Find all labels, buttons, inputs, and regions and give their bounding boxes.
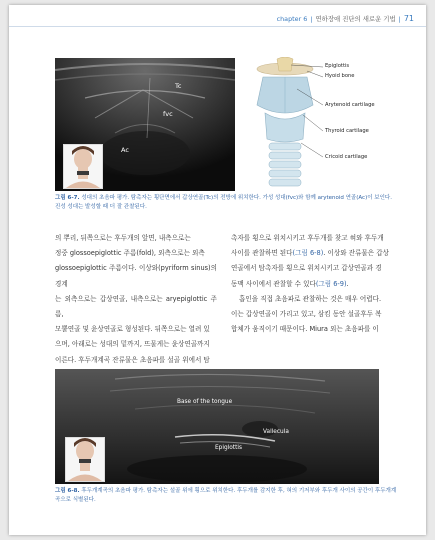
text-line: 의 뿌리, 뒤쪽으로는 후두개의 앞면, 내측으로는 xyxy=(55,234,191,242)
caption-number: 그림 6-7. xyxy=(55,195,80,201)
body-text-right xyxy=(231,231,397,337)
text-line: 모뿔연골 및 윤상연골로 형성된다. 뒤쪽으로는 열려 있 xyxy=(55,325,210,334)
label-ac: Ac xyxy=(121,146,129,154)
figure-6-7-caption xyxy=(55,194,397,211)
text-line: 촉자를 횡으로 위치시키고 후두개를 찾고 혀와 후두개 xyxy=(231,234,384,242)
figure-reference-6-9[interactable]: (그림 6-9) xyxy=(315,279,347,288)
figure-reference-6-8[interactable]: (그림 6-8) xyxy=(292,249,324,258)
text-line xyxy=(231,277,397,292)
text-line: 정중 glossoepiglottic 주름(fold), 외측으로는 외측 xyxy=(55,249,205,258)
label-vallecula: Vallecula xyxy=(263,429,289,435)
text-fragment: 사이를 관찰하면 된다 xyxy=(231,249,293,258)
book-page xyxy=(9,5,426,535)
text-line xyxy=(231,246,397,261)
label-fvc: fvc xyxy=(163,110,173,118)
text-line: 연골에서 탐촉자를 횡으로 위치시키고 갑상연골과 경 xyxy=(231,264,382,273)
caption-text: 성대의 초음파 평가. 탐촉자는 횡단면에서 갑상연골(Tc)의 전방에 위치한다. 가성 성대(fvc)와 함께 arytenoid 연골(Ac)이 보인다. 진성 성대는 발성할 때 더 잘 관찰된다. xyxy=(55,195,392,210)
label-hyoid-bone: Hyoid bone xyxy=(325,73,355,79)
label-epiglottis: Epiglottis xyxy=(215,445,242,451)
chapter-title: 연하장애 진단의 새로운 기법 xyxy=(315,15,396,23)
caption-text: 후두개계곡의 초음파 평가. 탐촉자는 설골 위에 횡으로 위치한다. 후두개를 감지한 후, 혀의 기저부와 후두개 사이의 공간이 후두개계곡으로 식별된다. xyxy=(55,488,397,503)
text-line: 는 외측으로는 갑상연골, 내측으로는 aryepiglottic 주름, xyxy=(55,294,217,319)
label-arytenoid-cartilage: Arytenoid cartilage xyxy=(325,102,375,108)
running-header: chapter 6 | 연하장애 진단의 새로운 기법 | 71 xyxy=(276,14,414,23)
figure-6-8-caption xyxy=(55,487,397,504)
label-base-of-tongue: Base of the tongue xyxy=(177,399,233,405)
label-thyroid-cartilage: Thyroid cartilage xyxy=(325,128,369,134)
label-cricoid-cartilage: Cricoid cartilage xyxy=(325,154,368,160)
probe-position-inset xyxy=(63,144,103,189)
caption-number: 그림 6-8. xyxy=(55,488,80,494)
header-rule xyxy=(9,26,426,27)
text-fragment: 동맥 사이에서 관찰할 수 있다 xyxy=(231,279,316,288)
laryngeal-anatomy-illustration xyxy=(245,57,395,193)
text-fragment: . 이상와 잔류물은 갑상 xyxy=(323,249,389,258)
page-number: 71 xyxy=(403,14,414,23)
text-line: 합체가 움직이기 때문이다. Miura 외는 초음파를 이 xyxy=(231,325,379,334)
probe-position-inset xyxy=(65,437,105,482)
ultrasound-image-vallecula xyxy=(55,369,379,484)
text-line: 으며, 아래로는 성대의 밑까지, 뜨물게는 윤상연골까지 xyxy=(55,340,210,349)
body-text-left xyxy=(55,231,217,368)
text-line: 흡인을 직접 초음파로 관찰하는 것은 매우 어렵다. xyxy=(239,294,382,303)
label-tc: Tc xyxy=(175,82,182,90)
chapter-label: chapter 6 xyxy=(276,15,308,23)
ultrasound-image-vocal-folds xyxy=(55,58,235,191)
label-epiglottis: Epiglottis xyxy=(325,63,350,69)
text-line: glossoepiglottic 주름이다. 이상와(pyriform sinus)의 경계 xyxy=(55,264,217,288)
text-line: 이는 갑상연골이 가리고 있고, 삼킴 동안 설골후두 복 xyxy=(231,310,382,319)
text-line: 이른다. 후두개계곡 잔류물은 초음파를 설골 위에서 탐 xyxy=(55,355,210,364)
text-fragment: . xyxy=(346,279,349,288)
